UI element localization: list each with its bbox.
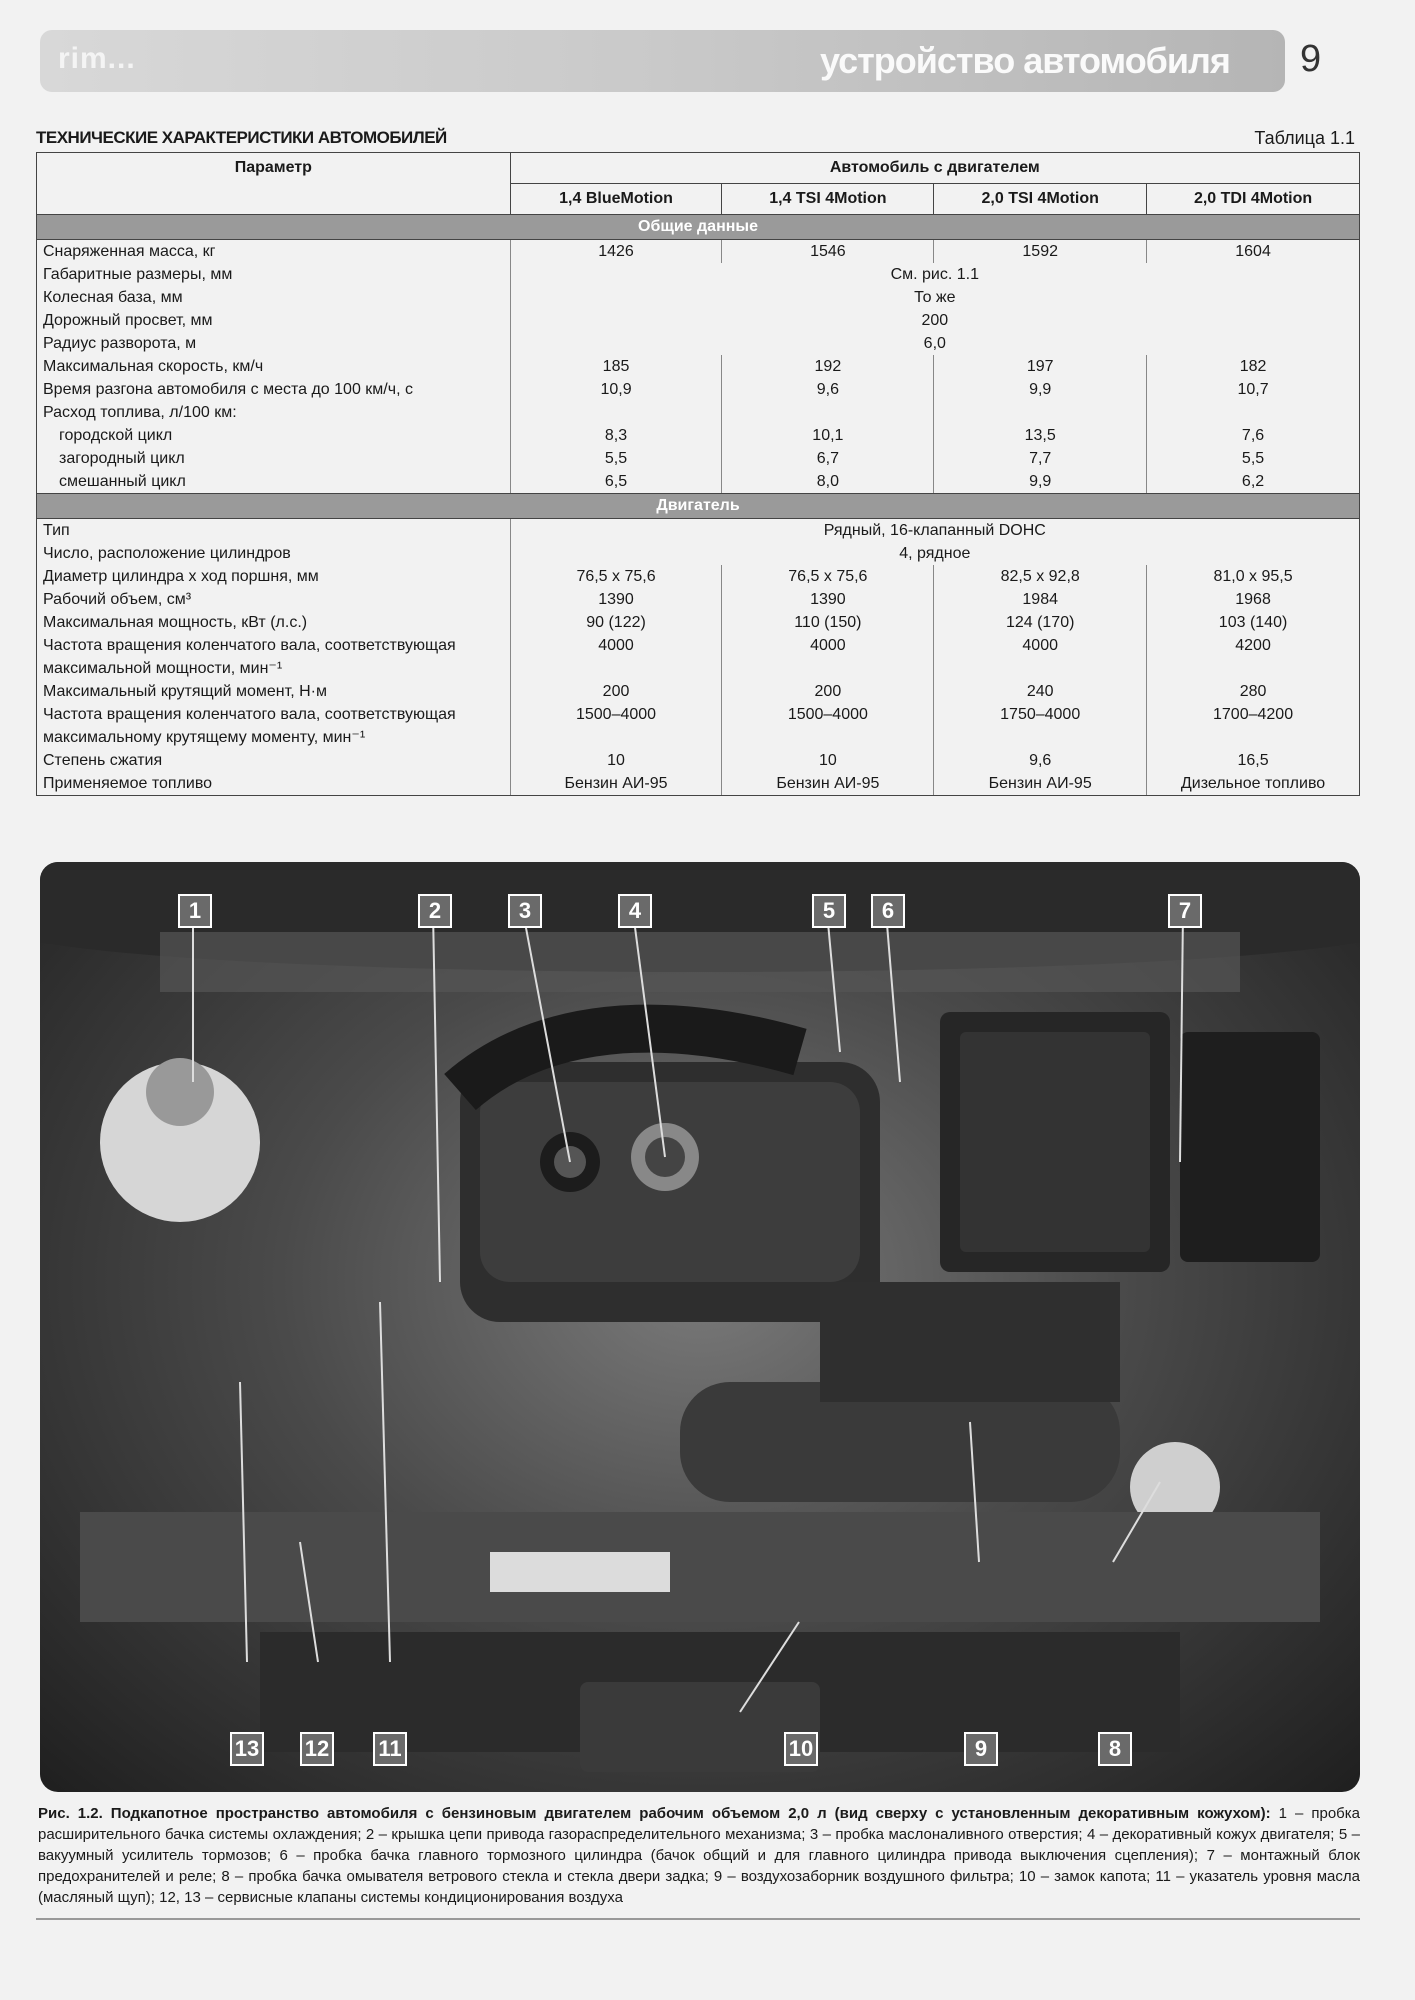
specs-table	[36, 152, 1360, 796]
callout-4: 4	[618, 894, 652, 928]
value-cell: 90 (122)	[510, 611, 722, 634]
column-header: 1,4 TSI 4Motion	[722, 184, 934, 215]
value-cell: Бензин АИ-95	[722, 772, 934, 796]
section-row	[37, 215, 1360, 240]
callout-9: 9	[964, 1732, 998, 1766]
value-cell: 280	[1147, 680, 1360, 703]
value-cell: 9,9	[934, 470, 1147, 494]
value-cell: 10	[510, 749, 722, 772]
table-row	[37, 680, 1360, 703]
value-cell: 9,6	[722, 378, 934, 401]
engine-bay-photo	[40, 862, 1360, 1792]
callout-11: 11	[373, 1732, 407, 1766]
section-row	[37, 494, 1360, 519]
value-cell: 192	[722, 355, 934, 378]
param-name: Максимальная мощность, кВт (л.с.)	[37, 611, 511, 634]
value-cell: 1750–4000	[934, 703, 1147, 749]
param-name: Частота вращения коленчатого вала, соответствующая максимальному крутящему моменту, мин⁻¹	[37, 703, 511, 749]
value-cell: 6,5	[510, 470, 722, 494]
param-name: Диаметр цилиндра x ход поршня, мм	[37, 565, 511, 588]
table-row	[37, 565, 1360, 588]
table-row	[37, 772, 1360, 796]
param-name: Снаряженная масса, кг	[37, 240, 511, 264]
value-cell: 1592	[934, 240, 1147, 264]
value-cell: 76,5 x 75,6	[510, 565, 722, 588]
value-cell: 9,9	[934, 378, 1147, 401]
table-row	[37, 240, 1360, 264]
value-cell: 5,5	[510, 447, 722, 470]
callout-3: 3	[508, 894, 542, 928]
table-row	[37, 424, 1360, 447]
value-cell: Бензин АИ-95	[934, 772, 1147, 796]
value-cell: 6,7	[722, 447, 934, 470]
param-name: Максимальная скорость, км/ч	[37, 355, 511, 378]
table-row	[37, 542, 1360, 565]
value-cell: 1604	[1147, 240, 1360, 264]
value-cell: 103 (140)	[1147, 611, 1360, 634]
value-cell	[510, 401, 722, 424]
value-cell: 16,5	[1147, 749, 1360, 772]
value-cell: 7,6	[1147, 424, 1360, 447]
merged-value: То же	[510, 286, 1359, 309]
value-cell: 1390	[510, 588, 722, 611]
figure-caption	[38, 1803, 1360, 1908]
table-label: Таблица 1.1	[1254, 128, 1355, 148]
table-row	[37, 309, 1360, 332]
value-cell: 1500–4000	[510, 703, 722, 749]
value-cell: 13,5	[934, 424, 1147, 447]
caption-title: Рис. 1.2. Подкапотное пространство автомобиля с бензиновым двигателем рабочим объемом 2,0 л (вид сверху с установленным декоративным кожухом):	[38, 1805, 1271, 1822]
engine-illustration	[40, 862, 1360, 1792]
value-cell: 4000	[934, 634, 1147, 680]
value-cell: 4000	[510, 634, 722, 680]
value-cell: 110 (150)	[722, 611, 934, 634]
value-cell: 5,5	[1147, 447, 1360, 470]
merged-value: Рядный, 16-клапанный DOHC	[510, 519, 1359, 543]
param-name: Время разгона автомобиля с места до 100 км/ч, с	[37, 378, 511, 401]
header-left-text: rim...	[58, 42, 136, 75]
value-cell: 7,7	[934, 447, 1147, 470]
value-cell: 240	[934, 680, 1147, 703]
value-cell: 4200	[1147, 634, 1360, 680]
value-cell: 9,6	[934, 749, 1147, 772]
param-name: Рабочий объем, см³	[37, 588, 511, 611]
table-row	[37, 634, 1360, 680]
param-name: Применяемое топливо	[37, 772, 511, 796]
param-name: Дорожный просвет, мм	[37, 309, 511, 332]
param-name: загородный цикл	[37, 447, 511, 470]
param-name: Тип	[37, 519, 511, 543]
table-row	[37, 286, 1360, 309]
merged-value: 200	[510, 309, 1359, 332]
callout-12: 12	[300, 1732, 334, 1766]
table-title: ТЕХНИЧЕСКИЕ ХАРАКТЕРИСТИКИ АВТОМОБИЛЕЙ	[36, 128, 447, 147]
table-row	[37, 470, 1360, 494]
param-name: Габаритные размеры, мм	[37, 263, 511, 286]
value-cell: 124 (170)	[934, 611, 1147, 634]
param-name: смешанный цикл	[37, 470, 511, 494]
section-title: Общие данные	[37, 215, 1360, 240]
section-title: Двигатель	[37, 494, 1360, 519]
table-row	[37, 611, 1360, 634]
table-row	[37, 263, 1360, 286]
value-cell: 1984	[934, 588, 1147, 611]
value-cell: 182	[1147, 355, 1360, 378]
value-cell: 185	[510, 355, 722, 378]
column-header: 2,0 TDI 4Motion	[1147, 184, 1360, 215]
value-cell: 1546	[722, 240, 934, 264]
merged-value: 4, рядное	[510, 542, 1359, 565]
value-cell: 200	[722, 680, 934, 703]
bottom-rule	[36, 1918, 1360, 1920]
value-cell: 10,7	[1147, 378, 1360, 401]
callout-10: 10	[784, 1732, 818, 1766]
merged-value: См. рис. 1.1	[510, 263, 1359, 286]
value-cell: 1426	[510, 240, 722, 264]
value-cell: 4000	[722, 634, 934, 680]
page-number: 9	[1300, 38, 1322, 80]
table-row	[37, 703, 1360, 749]
table-row	[37, 447, 1360, 470]
value-cell: 1700–4200	[1147, 703, 1360, 749]
group-header: Автомобиль с двигателем	[510, 153, 1359, 184]
param-name: Частота вращения коленчатого вала, соответствующая максимальной мощности, мин⁻¹	[37, 634, 511, 680]
value-cell: 8,0	[722, 470, 934, 494]
param-header: Параметр	[37, 153, 511, 215]
callout-5: 5	[812, 894, 846, 928]
value-cell: 8,3	[510, 424, 722, 447]
param-name: городской цикл	[37, 424, 511, 447]
table-row	[37, 355, 1360, 378]
value-cell: 81,0 x 95,5	[1147, 565, 1360, 588]
column-header: 2,0 TSI 4Motion	[934, 184, 1147, 215]
param-name: Число, расположение цилиндров	[37, 542, 511, 565]
value-cell	[722, 401, 934, 424]
table-row	[37, 588, 1360, 611]
column-header: 1,4 BlueMotion	[510, 184, 722, 215]
table-row	[37, 378, 1360, 401]
table-row	[37, 401, 1360, 424]
value-cell	[1147, 401, 1360, 424]
value-cell: Бензин АИ-95	[510, 772, 722, 796]
value-cell: 10,9	[510, 378, 722, 401]
param-name: Колесная база, мм	[37, 286, 511, 309]
value-cell: Дизельное топливо	[1147, 772, 1360, 796]
value-cell: 200	[510, 680, 722, 703]
param-name: Радиус разворота, м	[37, 332, 511, 355]
param-name: Максимальный крутящий момент, Н·м	[37, 680, 511, 703]
value-cell: 10,1	[722, 424, 934, 447]
header-section-title: устройство автомобиля	[820, 40, 1230, 81]
value-cell: 197	[934, 355, 1147, 378]
value-cell: 1500–4000	[722, 703, 934, 749]
callout-2: 2	[418, 894, 452, 928]
callout-6: 6	[871, 894, 905, 928]
value-cell: 6,2	[1147, 470, 1360, 494]
table-row	[37, 332, 1360, 355]
merged-value: 6,0	[510, 332, 1359, 355]
callout-7: 7	[1168, 894, 1202, 928]
callout-8: 8	[1098, 1732, 1132, 1766]
callout-13: 13	[230, 1732, 264, 1766]
param-name: Степень сжатия	[37, 749, 511, 772]
param-name: Расход топлива, л/100 км:	[37, 401, 511, 424]
value-cell: 82,5 x 92,8	[934, 565, 1147, 588]
value-cell: 10	[722, 749, 934, 772]
callout-1: 1	[178, 894, 212, 928]
value-cell	[934, 401, 1147, 424]
table-row	[37, 749, 1360, 772]
value-cell: 1968	[1147, 588, 1360, 611]
value-cell: 1390	[722, 588, 934, 611]
caption-text: 1 – пробка расширительного бачка системы охлаждения; 2 – крышка цепи привода газораспределительного механизма; 3 – пробка маслоналивного отверстия; 4 – декоративный кожух двигателя; 5 – вакуумный усилитель тормозов; 6 – пробка бачка главного тормозного цилиндра (бачок общий и для главного цилиндра привода выключения сцепления); 7 – монтажный блок предохранителей и реле; 8 – пробка бачка омывателя ветрового стекла и стекла двери задка; 9 – воздухозаборник воздушного фильтра; 10 – замок капота; 11 – указатель уровня масла (масляный щуп); 12, 13 – сервисные клапаны системы кондиционирования воздуха	[38, 1805, 1361, 1906]
table-row	[37, 519, 1360, 543]
value-cell: 76,5 x 75,6	[722, 565, 934, 588]
